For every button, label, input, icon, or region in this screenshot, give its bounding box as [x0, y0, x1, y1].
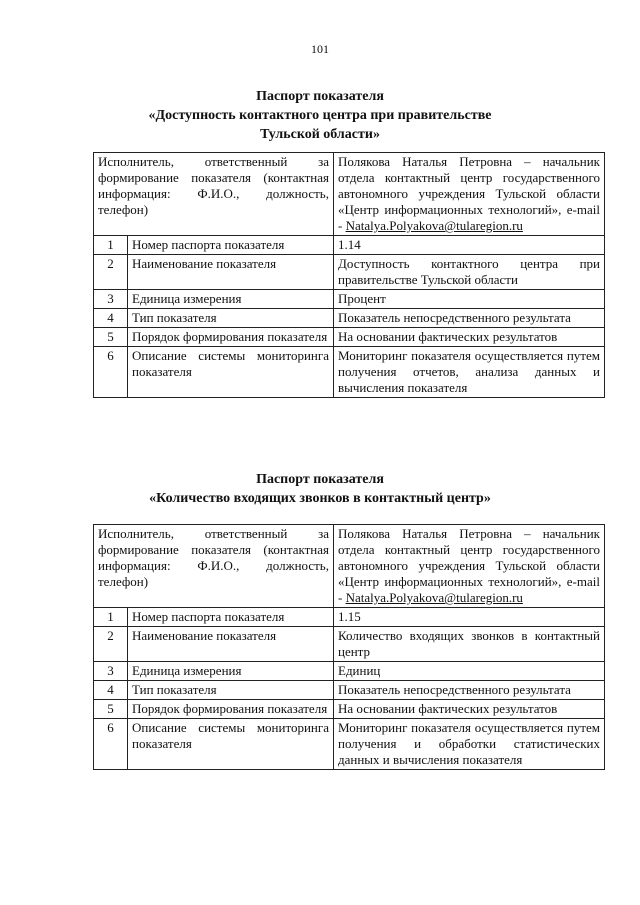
- table-row: [94, 309, 605, 328]
- row-label: Номер паспорта показателя: [128, 236, 334, 255]
- executor-text: Полякова Наталья Петровна – начальник отдела контактный центр государственного автономного учреждения Тульской области «Центр информационных технологий», e-mail -: [338, 154, 600, 233]
- row-value: На основании фактических результатов: [334, 700, 605, 719]
- row-value: 1.14: [334, 236, 605, 255]
- row-number: 4: [94, 309, 128, 328]
- row-value: 1.15: [334, 608, 605, 627]
- row-value: Доступность контактного центра при правительстве Тульской области: [334, 255, 605, 290]
- executor-email-link[interactable]: Natalya.Polyakova@tularegion.ru: [345, 590, 523, 605]
- row-label: Единица измерения: [128, 290, 334, 309]
- table-row: [94, 719, 605, 770]
- row-number: 2: [94, 627, 128, 662]
- row-label: Тип показателя: [128, 309, 334, 328]
- row-value: Мониторинг показателя осуществляется путем получения отчетов, анализа данных и вычисления показателя: [334, 347, 605, 398]
- row-number: 5: [94, 700, 128, 719]
- table-row: [94, 347, 605, 398]
- passport-2-title: [80, 470, 560, 508]
- table-row: [94, 328, 605, 347]
- table-row: [94, 681, 605, 700]
- executor-row: [94, 525, 605, 608]
- row-label: Описание системы мониторинга показателя: [128, 719, 334, 770]
- row-label: Описание системы мониторинга показателя: [128, 347, 334, 398]
- row-label: Номер паспорта показателя: [128, 608, 334, 627]
- row-label: Наименование показателя: [128, 627, 334, 662]
- table-row: [94, 608, 605, 627]
- row-number: 5: [94, 328, 128, 347]
- row-number: 4: [94, 681, 128, 700]
- passport-1-title-line3: Тульской области»: [260, 127, 380, 142]
- row-number: 6: [94, 719, 128, 770]
- executor-label: Исполнитель, ответственный за формирование показателя (контактная информация: Ф.И.О., должность, телефон): [94, 153, 334, 236]
- row-number: 1: [94, 236, 128, 255]
- row-value: Показатель непосредственного результата: [334, 681, 605, 700]
- executor-email-link[interactable]: Natalya.Polyakova@tularegion.ru: [345, 218, 523, 233]
- row-value: Мониторинг показателя осуществляется путем получения и обработки статистических данных и вычисления показателя: [334, 719, 605, 770]
- table-row: [94, 236, 605, 255]
- row-value: Количество входящих звонков в контактный центр: [334, 627, 605, 662]
- row-value: На основании фактических результатов: [334, 328, 605, 347]
- row-number: 1: [94, 608, 128, 627]
- row-label: Единица измерения: [128, 662, 334, 681]
- row-label: Порядок формирования показателя: [128, 700, 334, 719]
- passport-1-title: [80, 87, 560, 144]
- table-row: [94, 700, 605, 719]
- passport-1-title-line1: Паспорт показателя: [256, 89, 384, 104]
- table-row: [94, 255, 605, 290]
- executor-text: Полякова Наталья Петровна – начальник отдела контактный центр государственного автономного учреждения Тульской области «Центр информационных технологий», e-mail -: [338, 526, 600, 605]
- row-number: 3: [94, 662, 128, 681]
- row-number: 2: [94, 255, 128, 290]
- passport-2-table: [93, 524, 605, 770]
- executor-value: [334, 525, 605, 608]
- page-number: 101: [311, 42, 329, 56]
- row-number: 6: [94, 347, 128, 398]
- table-row: [94, 290, 605, 309]
- row-label: Наименование показателя: [128, 255, 334, 290]
- passport-1-title-line2: «Доступность контактного центра при правительстве: [148, 108, 492, 123]
- row-value: Единиц: [334, 662, 605, 681]
- row-label: Порядок формирования показателя: [128, 328, 334, 347]
- row-value: Показатель непосредственного результата: [334, 309, 605, 328]
- passport-1-table: [93, 152, 605, 398]
- table-row: [94, 627, 605, 662]
- passport-2-title-line2: «Количество входящих звонков в контактный центр»: [149, 491, 491, 506]
- row-value: Процент: [334, 290, 605, 309]
- executor-label: Исполнитель, ответственный за формирование показателя (контактная информация: Ф.И.О., должность, телефон): [94, 525, 334, 608]
- table-row: [94, 662, 605, 681]
- row-number: 3: [94, 290, 128, 309]
- executor-row: [94, 153, 605, 236]
- row-label: Тип показателя: [128, 681, 334, 700]
- executor-value: [334, 153, 605, 236]
- passport-2-title-line1: Паспорт показателя: [256, 472, 384, 487]
